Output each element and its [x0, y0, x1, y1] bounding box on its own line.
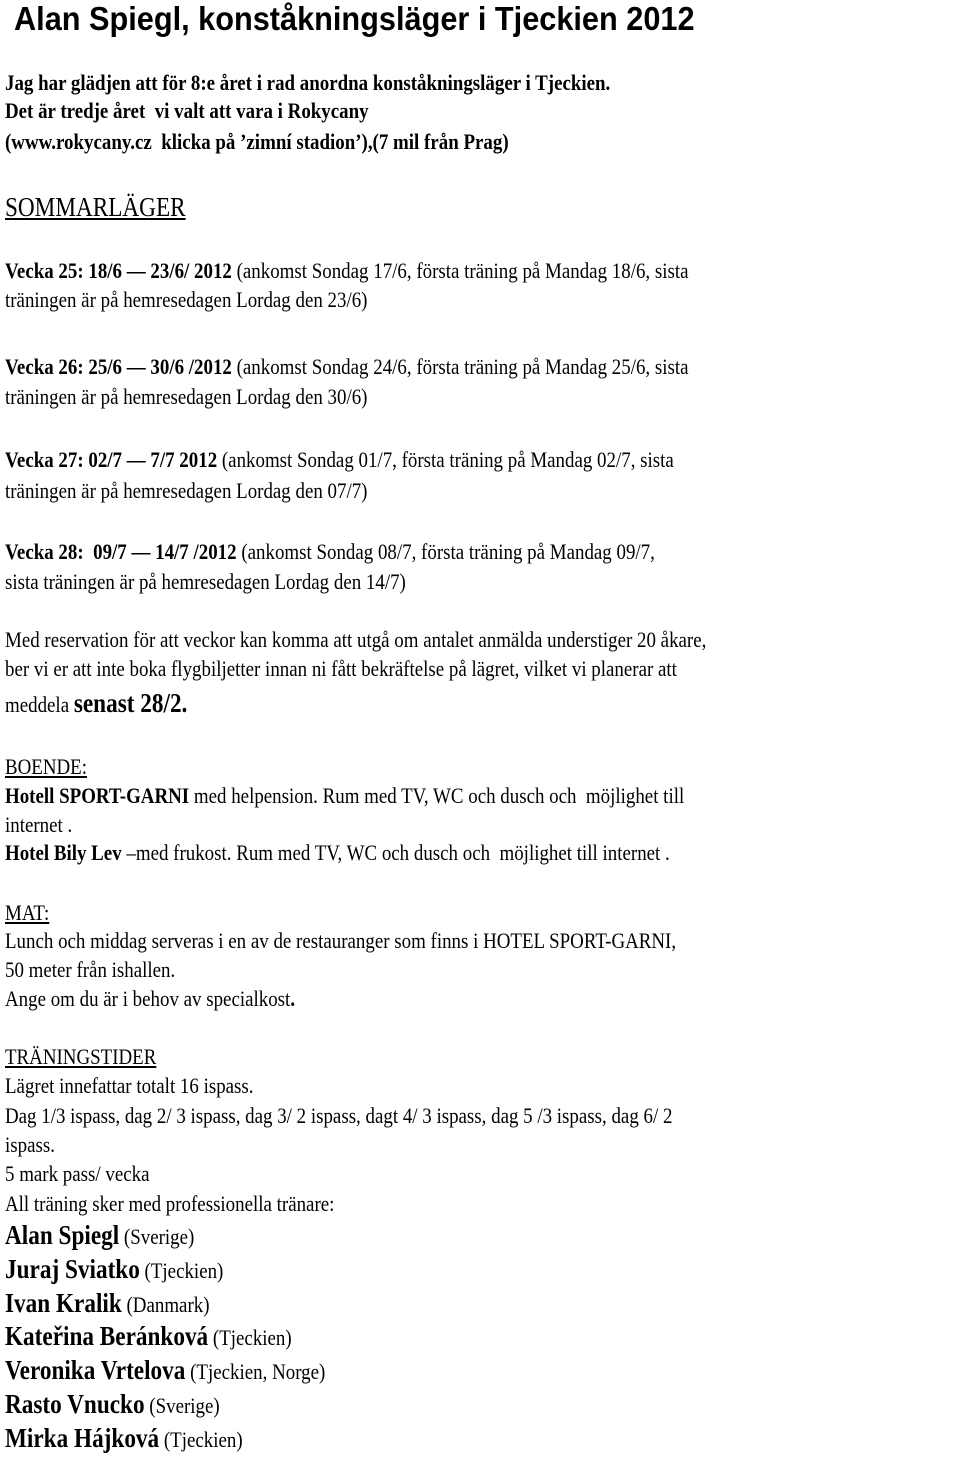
- hotel-description-cont: internet .: [5, 812, 73, 837]
- reservation-text: meddela: [5, 692, 74, 717]
- week-dates: Vecka 28: 09/7 — 14/7 /2012: [5, 539, 237, 564]
- week-dates: Vecka 27: 02/7 — 7/7 2012: [5, 447, 218, 472]
- trainer-country: (Tjeckien): [159, 1427, 243, 1452]
- week-info: (ankomst Sondag 01/7, första träning på Mandag 02/7, sista: [217, 447, 674, 472]
- week-line: [5, 447, 674, 473]
- hotel-line: [5, 783, 684, 809]
- trainer-name: Veronika Vrtelova: [5, 1355, 186, 1385]
- trainer-name: Mirka Hájková: [5, 1423, 160, 1453]
- week-info: (ankomst Sondag 08/7, första träning på Mandag 09/7,: [236, 539, 655, 564]
- trainer-name: Kateřina Beránková: [5, 1321, 209, 1351]
- trainer-country: (Tjeckien, Norge): [185, 1359, 326, 1384]
- week-info-cont: träningen är på hemresedagen Lordag den 30/6): [5, 384, 368, 409]
- trainer-item: [5, 1222, 194, 1250]
- reservation-line: Med reservation för att veckor kan komma att utgå om antalet anmälda understiger 20 åkare,: [5, 627, 707, 652]
- week-info: (ankomst Sondag 17/6, första träning på Mandag 18/6, sista: [231, 258, 689, 283]
- training-line: Lägret innefattar totalt 16 ispass.: [5, 1073, 254, 1098]
- training-line: Dag 1/3 ispass, dag 2/ 3 ispass, dag 3/ 2 ispass, dagt 4/ 3 ispass, dag 5 /3 ispass, dag 6/ 2: [5, 1103, 673, 1128]
- trainer-name: Ivan Kralik: [5, 1288, 122, 1318]
- week-dates: Vecka 26: 25/6 — 30/6 /2012: [5, 354, 232, 379]
- trainer-country: (Sverige): [144, 1393, 220, 1418]
- hotel-description: med helpension. Rum med TV, WC och dusch och möjlighet till: [189, 783, 685, 808]
- trainer-item: [5, 1425, 243, 1453]
- week-info-cont: träningen är på hemresedagen Lordag den 23/6): [5, 287, 368, 312]
- hotel-name: Hotell SPORT-GARNI: [5, 783, 190, 808]
- week-line: [5, 539, 655, 565]
- trainer-name: Alan Spiegl: [5, 1220, 120, 1250]
- reservation-line: [5, 690, 187, 718]
- trainer-country: (Tjeckien): [139, 1258, 224, 1283]
- trainer-item: [5, 1256, 223, 1284]
- trainer-name: Rasto Vnucko: [5, 1389, 145, 1419]
- training-line: All träning sker med professionella tränare:: [5, 1191, 335, 1216]
- week-line: [5, 258, 689, 284]
- trainer-country: (Tjeckien): [208, 1325, 292, 1350]
- section-heading-boende: BOENDE:: [5, 754, 87, 779]
- reservation-line: ber vi er att inte boka flygbiljetter innan ni fått bekräftelse på lägret, vilket vi planerar att: [5, 656, 677, 681]
- deadline: senast 28/2.: [73, 688, 188, 718]
- trainer-item: [5, 1357, 325, 1385]
- mat-text: Ange om du är i behov av specialkost: [5, 986, 291, 1011]
- mat-line: Lunch och middag serveras i en av de restauranger som finns i HOTEL SPORT-GARNI,: [5, 928, 677, 953]
- training-line: ispass.: [5, 1132, 55, 1157]
- document-title: Alan Spiegl, konståkningsläger i Tjeckien 2012: [14, 0, 695, 37]
- trainer-country: (Danmark): [121, 1292, 210, 1317]
- mat-line: 50 meter från ishallen.: [5, 957, 176, 982]
- mat-period: .: [290, 986, 296, 1011]
- hotel-description: –med frukost. Rum med TV, WC och dusch och möjlighet till internet .: [121, 840, 670, 865]
- week-line: [5, 354, 689, 380]
- hotel-name: Hotel Bily Lev: [5, 840, 122, 865]
- trainer-name: Juraj Sviatko: [5, 1254, 140, 1284]
- mat-line: [5, 986, 295, 1012]
- hotel-line: [5, 840, 670, 866]
- trainer-item: [5, 1391, 220, 1419]
- trainer-item: [5, 1323, 292, 1351]
- training-line: 5 mark pass/ vecka: [5, 1161, 150, 1186]
- intro-line: Jag har glädjen att för 8:e året i rad anordna konståkningsläger i Tjeckien.: [5, 70, 611, 95]
- week-dates: Vecka 25: 18/6 — 23/6/ 2012: [5, 258, 232, 283]
- intro-line: Det är tredje året vi valt att vara i Rokycany: [5, 98, 369, 123]
- section-heading-mat: MAT:: [5, 900, 50, 925]
- intro-line: (www.rokycany.cz klicka på ’zimní stadion’),(7 mil från Prag): [5, 129, 509, 154]
- week-info: (ankomst Sondag 24/6, första träning på Mandag 25/6, sista: [231, 354, 689, 379]
- section-heading-traningstider: TRÄNINGSTIDER: [5, 1044, 157, 1069]
- trainer-item: [5, 1290, 210, 1318]
- trainer-country: (Sverige): [119, 1224, 195, 1249]
- week-info-cont: träningen är på hemresedagen Lordag den 07/7): [5, 478, 368, 503]
- week-info-cont: sista träningen är på hemresedagen Lordag den 14/7): [5, 569, 406, 594]
- section-heading-sommarlager: SOMMARLÄGER: [5, 192, 186, 222]
